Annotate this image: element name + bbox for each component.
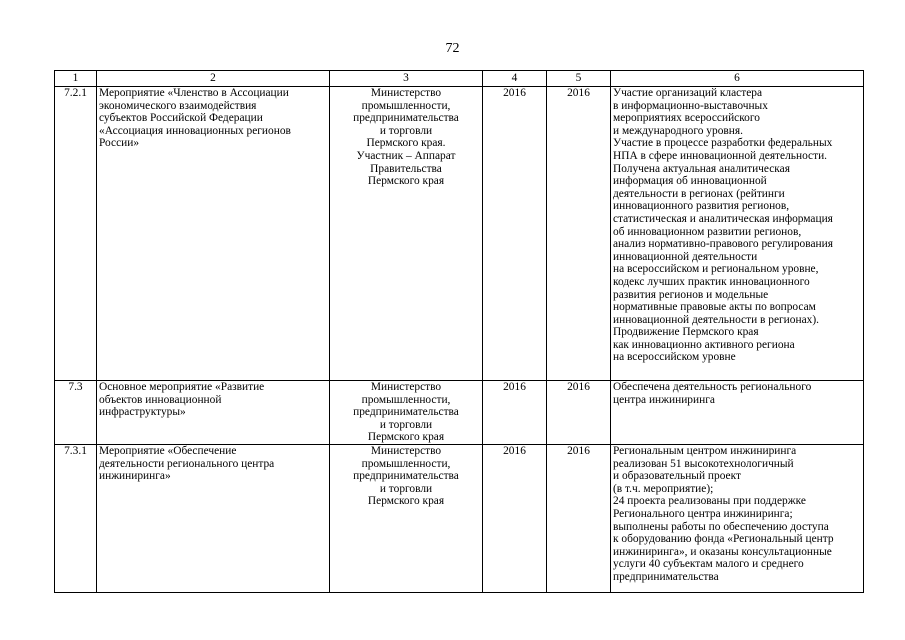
text-line: статистическая и аналитическая информация xyxy=(613,212,833,225)
text-line: «Ассоциация инновационных регионов xyxy=(99,124,291,137)
text-line: в информационно-выставочных xyxy=(613,99,768,112)
text-line: Правительства xyxy=(370,162,442,175)
text-line: Министерство xyxy=(370,87,442,99)
expected-result xyxy=(611,381,864,445)
column-header: 4 xyxy=(483,71,547,87)
program-table xyxy=(54,70,864,593)
end-year: 2016 xyxy=(547,381,611,445)
page-number: 72 xyxy=(445,41,460,56)
end-year: 2016 xyxy=(547,444,611,592)
text-line: деятельности в регионах (рейтинги xyxy=(613,187,785,200)
text-line: России» xyxy=(99,137,140,150)
text-line: инновационной деятельности в регионах). xyxy=(613,313,819,326)
text-line: реализован 51 высокотехнологичный xyxy=(613,457,794,470)
text-line: Продвижение Пермского края xyxy=(613,326,759,339)
text-line: Получена актуальная аналитическая xyxy=(613,162,790,175)
text-line: и международного уровня. xyxy=(613,124,743,137)
table-row xyxy=(55,87,864,381)
text-line: субъектов Российской Федерации xyxy=(99,112,263,125)
text-line: объектов инновационной xyxy=(99,393,222,406)
text-line: анализ нормативно-правового регулирования xyxy=(613,238,833,251)
text-line: об инновационном развитии регионов, xyxy=(613,225,802,238)
text-line: Региональным центром инжиниринга xyxy=(613,444,797,457)
text-line: центра инжиниринга xyxy=(613,393,715,406)
text-line: и торговли xyxy=(379,418,433,431)
text-line: промышленности, xyxy=(361,393,451,406)
executor xyxy=(330,444,483,592)
text-line: и образовательный проект xyxy=(613,470,741,483)
expected-result xyxy=(611,87,864,381)
start-year: 2016 xyxy=(483,381,547,445)
text-line: инжиниринга» xyxy=(99,470,171,483)
text-line: Участие организаций кластера xyxy=(613,87,762,99)
text-line: инфраструктуры» xyxy=(99,406,186,419)
text-line: деятельности регионального центра xyxy=(99,457,275,470)
text-line: промышленности, xyxy=(361,99,451,112)
text-line: нормативные правовые акты по вопросам xyxy=(613,301,816,314)
text-line: Участие в процессе разработки федеральных xyxy=(613,137,833,150)
text-line: промышленности, xyxy=(361,457,451,470)
text-line: экономического взаимодействия xyxy=(99,99,257,112)
text-line: Регионального центра инжиниринга; xyxy=(613,507,793,520)
executor xyxy=(330,87,483,381)
text-line: Министерство xyxy=(370,444,442,457)
end-year: 2016 xyxy=(547,87,611,381)
text-line: Пермского края xyxy=(367,431,445,444)
text-line: предпринимательства xyxy=(613,570,719,583)
table-header-row xyxy=(55,71,864,87)
text-line: инжиниринга», и оказаны консультационные xyxy=(613,545,832,558)
text-line: (в т.ч. мероприятие); xyxy=(613,482,714,495)
text-line: информация об инновационной xyxy=(613,175,767,188)
column-header: 3 xyxy=(330,71,483,87)
text-line: предпринимательства xyxy=(353,406,459,419)
text-line: и торговли xyxy=(379,482,433,495)
text-line: на всероссийском и региональном уровне, xyxy=(613,263,819,276)
row-number: 7.3 xyxy=(55,381,97,445)
activity-name xyxy=(97,381,330,445)
text-line: выполнены работы по обеспечению доступа xyxy=(613,520,829,533)
text-line: НПА в сфере инновационной деятельности. xyxy=(613,149,828,162)
text-line: предпринимательства xyxy=(353,470,459,483)
text-line: инновационной деятельности xyxy=(613,250,758,263)
text-line: предпринимательства xyxy=(353,112,459,125)
executor xyxy=(330,381,483,445)
start-year: 2016 xyxy=(483,87,547,381)
expected-result xyxy=(611,444,864,592)
row-number: 7.3.1 xyxy=(55,444,97,592)
start-year: 2016 xyxy=(483,444,547,592)
column-header: 5 xyxy=(547,71,611,87)
text-line: к оборудованию фонда «Региональный центр xyxy=(613,533,834,546)
text-line: Министерство xyxy=(370,381,442,393)
column-header: 2 xyxy=(97,71,330,87)
activity-name xyxy=(97,444,330,592)
text-line: развития регионов и модельные xyxy=(613,288,769,301)
text-line: 24 проекта реализованы при поддержке xyxy=(613,495,806,508)
text-line: и торговли xyxy=(379,124,433,137)
table-row xyxy=(55,444,864,592)
text-line: Мероприятие «Обеспечение xyxy=(99,444,237,457)
text-line: Мероприятие «Членство в Ассоциации xyxy=(99,87,289,99)
text-line: на всероссийском уровне xyxy=(613,351,736,364)
column-header: 6 xyxy=(611,71,864,87)
column-header: 1 xyxy=(55,71,97,87)
text-line: Обеспечена деятельность регионального xyxy=(613,381,812,393)
text-line: Пермского края. xyxy=(366,137,446,150)
row-number: 7.2.1 xyxy=(55,87,97,381)
text-line: Пермского края xyxy=(367,175,445,188)
text-line: Основное мероприятие «Развитие xyxy=(99,381,265,393)
text-line: кодекс лучших практик инновационного xyxy=(613,275,810,288)
text-line: услуги 40 субъектам малого и среднего xyxy=(613,558,804,571)
table-row xyxy=(55,381,864,445)
text-line: Пермского края xyxy=(367,495,445,508)
text-line: инновационного развития регионов, xyxy=(613,200,790,213)
text-line: мероприятиях всероссийского xyxy=(613,112,760,125)
activity-name xyxy=(97,87,330,381)
text-line: Участник – Аппарат xyxy=(356,149,456,162)
text-line: как инновационно активного региона xyxy=(613,338,795,351)
